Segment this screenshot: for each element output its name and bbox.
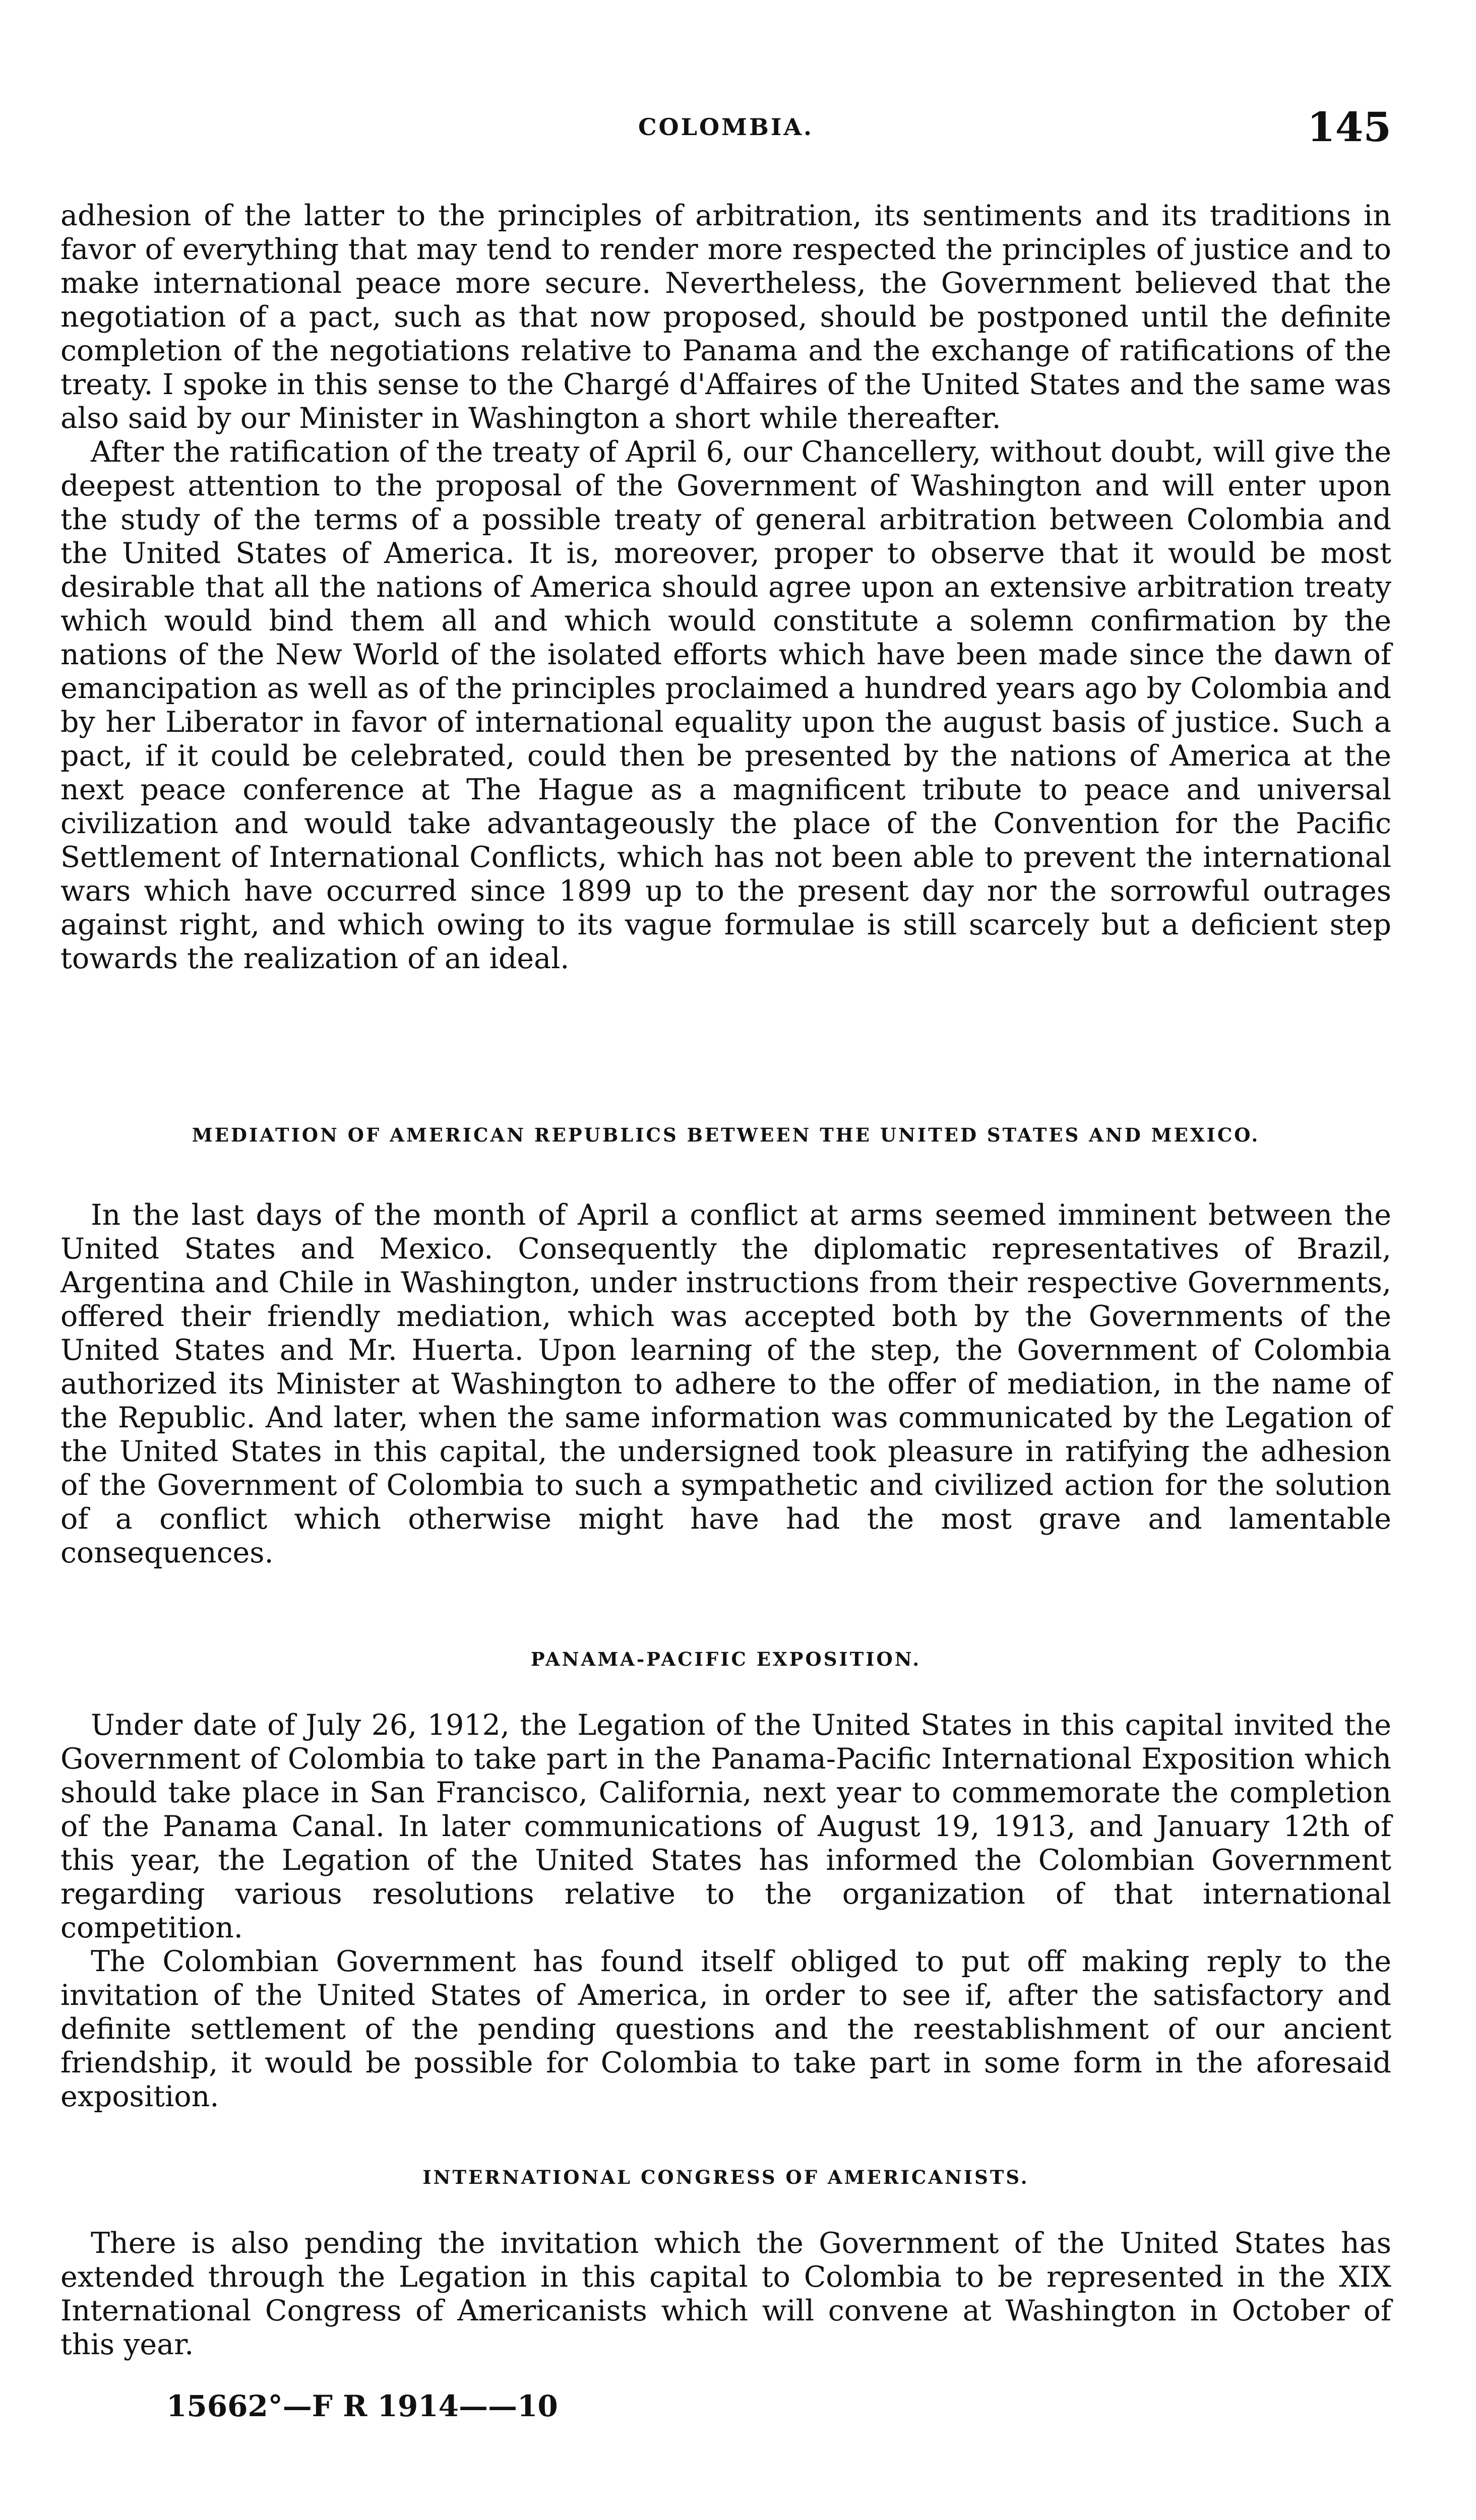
section-heading-mediation: MEDIATION OF AMERICAN REPUBLICS BETWEEN THE UNITED STATES AND MEXICO. [192,1124,1260,1146]
section-heading-americanists: INTERNATIONAL CONGRESS OF AMERICANISTS. [422,2166,1029,2188]
body-paragraph-arbitration: After the ratification of the treaty of April 6, our Chancellery, without doubt, will give the deepest attention to the proposal of the Government of Washington and will enter upon the study of the terms of a possible treaty of general arbitration between Colombia and the United States of America. It is, moreover, proper to observe that it would be most desirable that all the nations of America should agree upon an extensive arbitration treaty which would bind them all and which would constitute a solemn confirmation by the nations of the New World of the isolated efforts which have been made since the dawn of emancipation as well as of the principles proclaimed a hundred years ago by Colombia and by her Liberator in favor of international equality upon the august basis of justice. Such a pact, if it could be celebrated, could then be presented by the nations of America at the next peace conference at The Hague as a magnificent tribute to peace and universal civilization and would take advantageously the place of the Convention for the Pacific Settlement of International Conflicts, which has not been able to prevent the international wars which have occurred since 1899 up to the present day nor the sorrowful outrages against right, and which owing to its vague formulae is still scarcely but a deficient step towards the realization of an ideal. [60,435,1391,975]
section-heading-exposition: PANAMA-PACIFIC EXPOSITION. [530,1648,921,1670]
running-head [60,103,1391,159]
body-paragraph-continued: adhesion of the latter to the principles of arbitration, its sentiments and its traditions in favor of everything that may tend to render more respected the principles of justice and to make international peace more secure. Nevertheless, the Government believed that the negotiation of a pact, such as that now proposed, should be postponed until the definite completion of the negotiations relative to Panama and the exchange of ratifications of the treaty. I spoke in this sense to the Chargé d'Affaires of the United States and the same was also said by our Minister in Washington a short while thereafter. [60,199,1391,435]
arbitration-text-block [60,199,1391,976]
exposition-text-block [60,1709,1391,2114]
body-paragraph-exposition-invitation: Under date of July 26, 1912, the Legation of the United States in this capital invited the Government of Colombia to take part in the Panama-Pacific International Exposition which should take place in San Francisco, California, next year to commemorate the completion of the Panama Canal. In later communications of August 19, 1913, and January 12th of this year, the Legation of the United States has informed the Colombian Government regarding various resolutions relative to the organization of that international competition. [60,1709,1391,1944]
running-title: COLOMBIA. [638,113,814,141]
americanists-text-block [60,2227,1391,2362]
mediation-text-block [60,1199,1391,1570]
body-paragraph-exposition-reply: The Colombian Government has found itself obliged to put off making reply to the invitation of the United States of America, in order to see if, after the satisfactory and definite settlement of the pending questions and the reestablishment of our ancient friendship, it would be possible for Colombia to take part in some form in the aforesaid exposition. [60,1945,1391,2113]
body-paragraph-mediation: In the last days of the month of April a conflict at arms seemed imminent between the United States and Mexico. Consequently the diplomatic representatives of Brazil, Argentina and Chile in Washington, under instructions from their respective Governments, offered their friendly mediation, which was accepted both by the Governments of the United States and Mr. Huerta. Upon learning of the step, the Government of Colombia authorized its Minister at Washington to adhere to the offer of mediation, in the name of the Republic. And later, when the same information was communicated by the Legation of the United States in this capital, the undersigned took pleasure in ratifying the adhesion of the Government of Colombia to such a sympathetic and civilized action for the solution of a conflict which otherwise might have had the most grave and lamentable consequences. [60,1199,1391,1569]
body-paragraph-americanists: There is also pending the invitation which the Government of the United States has extended through the Legation in this capital to Colombia to be represented in the XIX International Congress of Americanists which will convene at Washington in October of this year. [60,2227,1391,2361]
print-signature-line: 15662°—F R 1914——10 [166,2389,558,2423]
page-number: 145 [1307,103,1391,151]
